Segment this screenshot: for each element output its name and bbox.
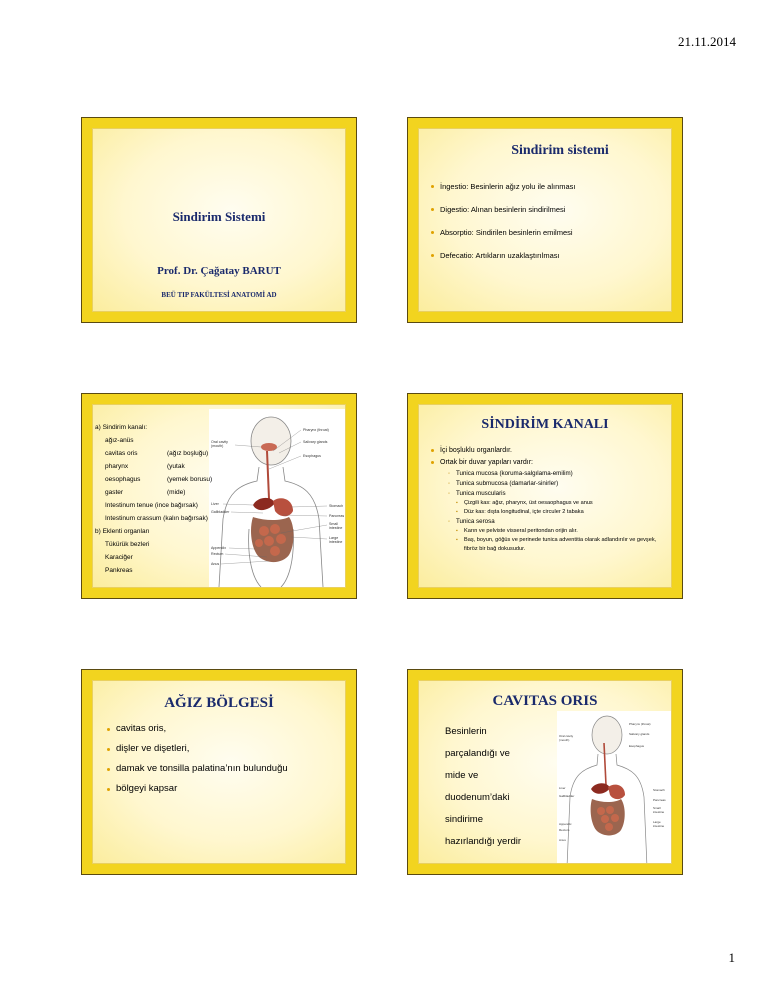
slide-content (92, 128, 346, 312)
list-item (105, 499, 245, 512)
continuation-text: bölgeyi kapsar (116, 783, 178, 794)
bullet-item: cavitas oris, (107, 723, 288, 734)
sub-text: Tunica serosa (456, 518, 495, 525)
list-item (105, 473, 245, 486)
institution-name: BEÜ TIP FAKÜLTESİ ANATOMİ AD (161, 291, 277, 299)
svg-text:Oral cavity: Oral cavity (559, 734, 574, 738)
bullet-item: İçi boşluklu organlardır. (431, 445, 671, 457)
section-b-heading: b) Eklenti organları (95, 528, 150, 535)
svg-text:Stomach: Stomach (329, 504, 344, 508)
svg-text:(mouth): (mouth) (559, 738, 570, 742)
page-number: 1 (728, 950, 735, 965)
svg-text:intestine: intestine (329, 540, 343, 544)
slide-heading: CAVITAS ORIS (492, 693, 598, 709)
text-line: duodenum’daki (445, 792, 510, 803)
svg-text:Pharynx (throat): Pharynx (throat) (303, 428, 329, 432)
svg-text:Esophagus: Esophagus (303, 454, 321, 458)
sub-sub-item: ▪ Baş, boyun, göğüs ve perinede tunica adventitia olarak adlandırılır ve gevşek, fibröz bir bağ dokusudur. (456, 536, 671, 554)
item-name: ağız-anüs (105, 437, 134, 444)
sub-item (448, 517, 671, 554)
svg-text:Small: Small (653, 806, 661, 810)
svg-text:Anus: Anus (559, 838, 566, 842)
digestive-system-diagram (557, 711, 672, 864)
svg-text:intestine: intestine (329, 526, 343, 530)
slide-heading: SİNDİRİM KANALI (481, 417, 609, 432)
presentation-title: Sindirim Sistemi (172, 209, 266, 224)
item-name: Intestinum crassum (kalın bağırsak) (105, 515, 208, 522)
svg-text:Liver: Liver (211, 502, 219, 506)
bullet-list (431, 445, 671, 554)
item-name: gaster (105, 489, 124, 496)
sub-item: ◦ Tunica mucosa (koruma-salgılama-emilim) (448, 469, 671, 479)
sub-sub-list (456, 527, 671, 554)
bullet-ingestio: İngestio: Besinlerin ağız yolu ile alınması (431, 182, 576, 191)
svg-text:Appendix: Appendix (211, 546, 226, 550)
organ-item: Tükürük bezleri (105, 541, 150, 548)
item-name: oesophagus (105, 476, 141, 483)
anatomy-illustration (557, 711, 672, 864)
slide-cavitas-oris (407, 669, 683, 875)
slide-sindirim-kanali-list (81, 393, 357, 599)
item-note: (yemek borusu) (167, 476, 213, 483)
text-line: hazırlandığı yerdir (445, 836, 522, 847)
page-date: 21.11.2014 (677, 34, 736, 49)
sub-sub-item: ▪ Düz kas: dışta longitudinal, içte circuler 2 tabaka (456, 508, 671, 517)
text-line: parçalandığı ve (445, 748, 510, 759)
svg-text:Large: Large (329, 536, 339, 540)
slide-content (418, 128, 672, 312)
svg-text:Liver: Liver (559, 786, 566, 790)
bullet-defecatio: Defecatio: Artıkların uzaklaştırılması (431, 251, 576, 260)
list-item (105, 486, 245, 499)
svg-text:Gallbladder: Gallbladder (559, 794, 575, 798)
list-item (105, 434, 245, 447)
item-name: Intestinum tenue (ince bağırsak) (105, 502, 198, 509)
slide-title (81, 117, 357, 323)
svg-text:Appendix: Appendix (559, 822, 572, 826)
item-name: cavitas oris (105, 450, 138, 457)
organ-item: Karaciğer (105, 554, 133, 561)
svg-text:(mouth): (mouth) (211, 444, 224, 448)
description-text (445, 721, 521, 853)
slide-sindirim-kanali (407, 393, 683, 599)
bullet-absorptio: Absorptio: Sindirilen besinlerin emilmesi (431, 228, 576, 237)
list-item (105, 447, 245, 460)
svg-text:Rectum: Rectum (211, 552, 224, 556)
svg-text:Salivary glands: Salivary glands (303, 440, 328, 444)
svg-text:Small: Small (329, 522, 338, 526)
item-note: (mide) (167, 489, 186, 496)
bullet-text: Ortak bir duvar yapıları vardır: (440, 459, 533, 466)
bullet-list (107, 723, 288, 803)
item-note: (yutak (167, 463, 185, 470)
text-line: mide ve (445, 770, 479, 781)
svg-text:Stomach: Stomach (653, 788, 665, 792)
bullet-item: damak ve tonsilla palatina’nın bulunduğu (107, 763, 288, 774)
svg-text:Salivary glands: Salivary glands (629, 732, 650, 736)
bullet-item: dişler ve dişetleri, (107, 743, 288, 754)
bullet-digestio: Digestio: Alınan besinlerin sindirilmesi (431, 205, 576, 214)
author-name: Prof. Dr. Çağatay BARUT (157, 265, 281, 277)
list-item (105, 460, 245, 473)
sub-item: ◦ Tunica submucosa (damarlar-sinirler) (448, 479, 671, 489)
sub-text: Tunica muscularis (456, 490, 506, 497)
slide-heading: AĞIZ BÖLGESİ (164, 695, 274, 711)
svg-text:Gallbladder: Gallbladder (211, 510, 230, 514)
bullet-item (431, 457, 671, 554)
svg-text:Esophagus: Esophagus (629, 744, 645, 748)
slide-content (92, 680, 346, 864)
slide-agiz-bolgesi (81, 669, 357, 875)
slide-sindirim-sistemi (407, 117, 683, 323)
svg-text:Oral cavity: Oral cavity (211, 440, 228, 444)
svg-text:intestine: intestine (653, 824, 665, 828)
svg-text:intestine: intestine (653, 810, 665, 814)
svg-text:Pharynx (throat): Pharynx (throat) (629, 722, 651, 726)
svg-text:Pancreas: Pancreas (653, 798, 666, 802)
slide-content (418, 680, 672, 864)
slide-content (418, 404, 672, 588)
sub-item (448, 489, 671, 517)
slide-content (92, 404, 346, 588)
item-note: (ağız boşluğu) (167, 450, 209, 457)
item-name: pharynx (105, 463, 129, 470)
svg-text:Large: Large (653, 820, 661, 824)
svg-text:Pancreas: Pancreas (329, 514, 345, 518)
organ-item: Pankreas (105, 567, 133, 574)
svg-text:Rectum: Rectum (559, 828, 570, 832)
sub-sub-list (456, 499, 671, 517)
sub-sub-item: ▪ Çizgili kas: ağız, pharynx, üst oesaophagus ve anus (456, 499, 671, 508)
sub-list (448, 469, 671, 554)
svg-text:Anus: Anus (211, 562, 220, 566)
text-line: Besinlerin (445, 726, 487, 737)
sub-sub-item: ▪ Karın ve pelviste visseral peritondan orijin alır. (456, 527, 671, 536)
list-item (105, 512, 245, 525)
slide-heading: Sindirim sistemi (511, 143, 609, 158)
organ-list (95, 421, 245, 577)
bullet-list (431, 182, 576, 274)
bullet-continuation (107, 783, 288, 794)
section-a-heading: a) Sindirim kanalı: (95, 424, 148, 431)
text-line: sindirime (445, 814, 484, 825)
